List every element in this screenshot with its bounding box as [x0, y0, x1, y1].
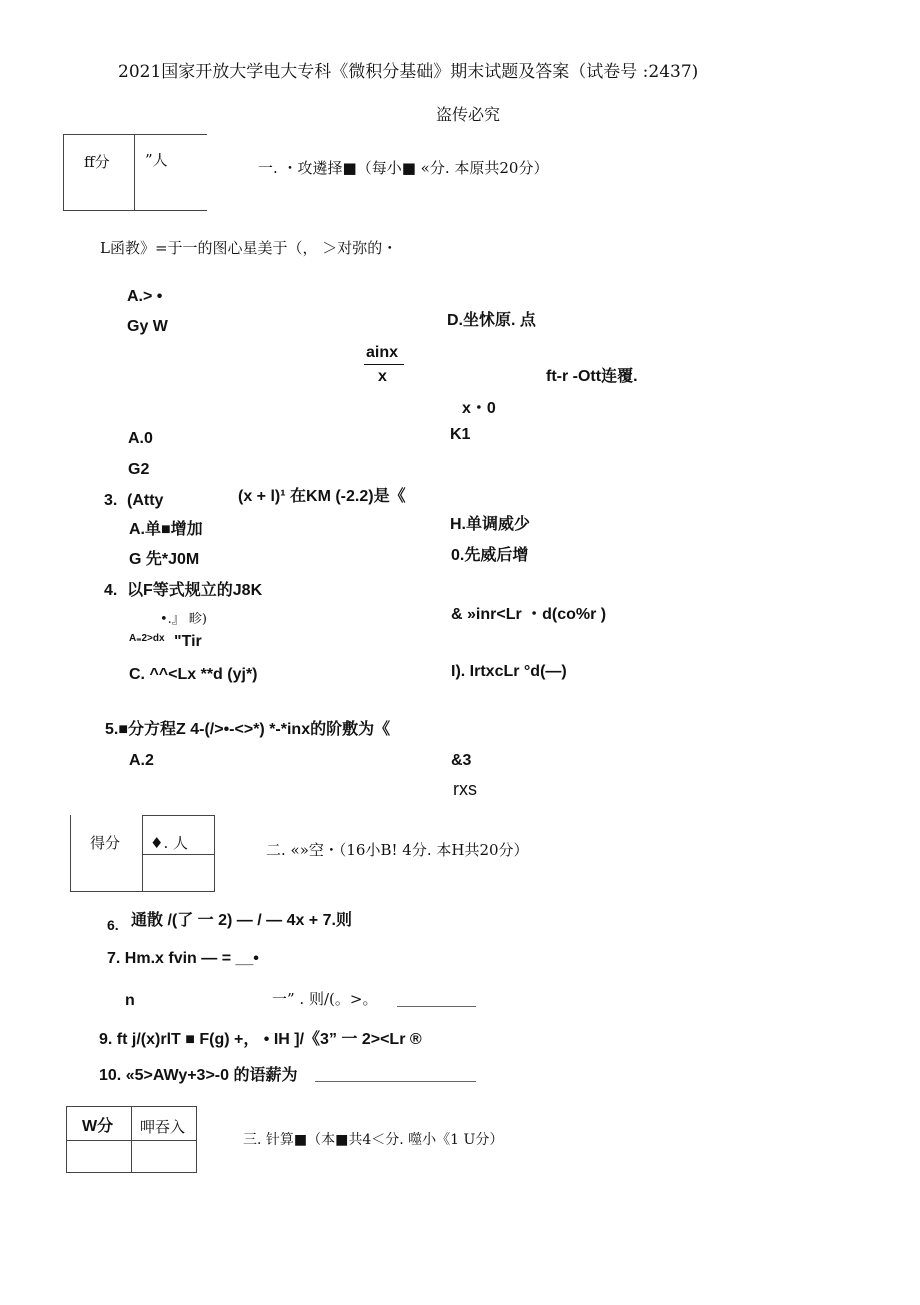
q2-option-c: G2 [128, 461, 150, 478]
q3-option-d: 0.先威后增 [451, 547, 529, 564]
score-box-1-label: ff分 [84, 153, 110, 171]
q3-left: (Atty [127, 492, 164, 509]
score-box-1-grader: ”人 [145, 151, 168, 169]
q4-note: •.』 畛) [160, 612, 208, 627]
q9-text: 9. ft j/(x)rlT ■ F(g) +， • IH ]/《3” 一 2><Lr ® [99, 1031, 422, 1048]
q1-option-a: A.> • [127, 288, 163, 305]
q4-option-a-sub: A₌2>dx [129, 633, 165, 644]
q5-option-b: &3 [451, 752, 472, 769]
q4-option-c: C. ^^<Lx **d (yj*) [129, 666, 258, 683]
q3-option-b: H.单调威少 [450, 516, 531, 533]
q2-right-text: ft-r -Ott连覆. [546, 368, 638, 385]
section-3-heading: 三. 针算■（本■共4＜分. 噬小《1 U分） [243, 1132, 504, 1148]
score-box-2-label: 得分 [90, 834, 121, 852]
q4-number: 4. [104, 582, 118, 599]
q4-option-a: "Tir [174, 633, 202, 650]
q4-option-b: & »inr<Lr ・d(co%r ) [451, 606, 607, 623]
q4-stem: 以F等式规立的J8K [127, 582, 263, 599]
q8-answer-blank[interactable] [397, 1006, 476, 1007]
q2-option-a: A.0 [128, 430, 153, 447]
q7-text: 7. Hm.x fvin — = __• [107, 950, 259, 967]
q2-fraction-denominator: x [378, 368, 387, 385]
q6-number: 6. [107, 917, 119, 933]
q3-stem: (x + l)¹ 在KM (-2.2)是《 [238, 488, 406, 505]
q3-number: 3. [104, 492, 118, 509]
q8-left: n [125, 992, 135, 1009]
q3-option-c: G 先*J0M [129, 551, 200, 568]
q1-option-c: Gy W [127, 318, 168, 335]
q5-option-c: rxs [453, 779, 477, 799]
q10-text: 10. «5>AWy+3>-0 的语薪为 [99, 1067, 298, 1084]
q2-limit-text: x・0 [462, 400, 496, 417]
q10-answer-blank[interactable] [315, 1081, 476, 1082]
q5-stem: 5.■分方程Z 4-(/>•-<>*) *-*inx的阶敷为《 [105, 721, 391, 738]
score-box-2-grader: ♦. 人 [150, 834, 188, 852]
q4-option-d: I). IrtxcLr °d(—) [451, 663, 567, 680]
q1-option-d: D.坐怵原. 点 [447, 312, 536, 329]
section-1-heading: 一. ・攻遴择■（每小■ «分. 本原共20分） [258, 159, 549, 177]
section-2-heading: 二. «»空・（16小B! 4分. 本H共20分） [266, 841, 529, 859]
score-box-3-grader: 呷吞入 [140, 1118, 186, 1136]
q1-stem: L函教》=于一的图心星美于（， ＞对弥的・ [100, 239, 398, 257]
q5-option-a: A.2 [129, 752, 154, 769]
q6-text: 通散 /(了 一 2) — / — 4x + 7.则 [131, 912, 352, 929]
watermark-text: 盗传必究 [436, 105, 501, 124]
q2-fraction-bar [364, 364, 404, 365]
document-title: 2021国家开放大学电大专科《微积分基础》期末试题及答案（试卷号 :2437) [118, 62, 699, 82]
q8-text: 一” . 则/(。>。 [272, 990, 378, 1008]
score-box-3-label: W分 [82, 1118, 114, 1135]
q2-fraction-numerator: ainx [366, 344, 399, 361]
q2-option-b: K1 [450, 426, 471, 443]
q3-option-a: A.单■增加 [129, 521, 203, 538]
